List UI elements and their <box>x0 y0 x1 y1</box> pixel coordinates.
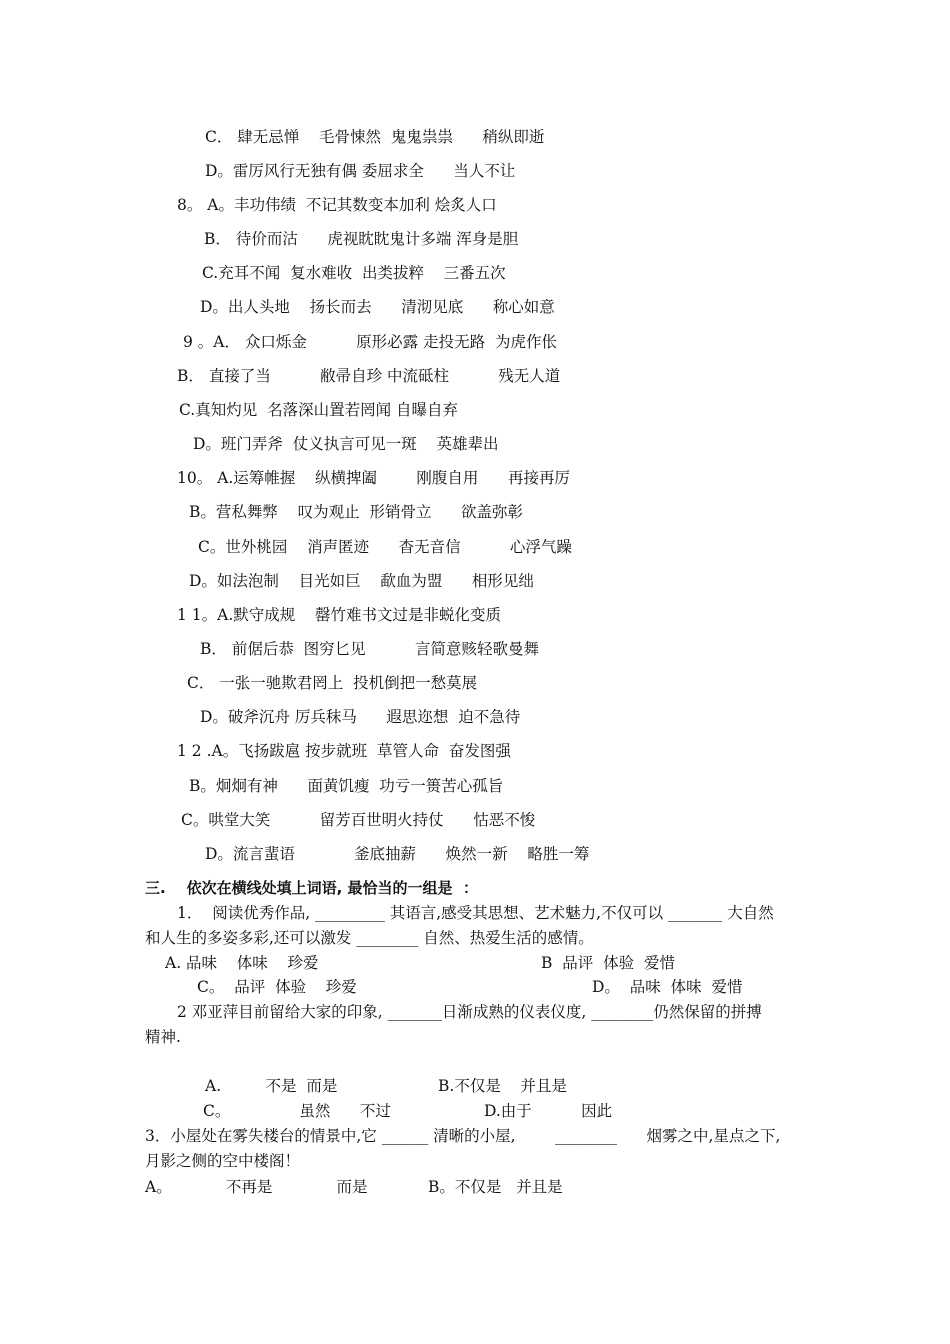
option-line: D。如法泡制 目光如巨 歃血为盟 相形见绌 <box>189 572 534 590</box>
question-2-option-b: B.不仅是 并且是 <box>438 1077 568 1095</box>
question-1-option-b: B 品评 体验 爱惜 <box>541 954 675 972</box>
option-line: C。哄堂大笑 留芳百世明火持仗 怙恶不悛 <box>181 811 536 829</box>
option-line: B． 前倨后恭 图穷匕见 言简意赅轻歌曼舞 <box>200 640 539 658</box>
option-line: D。破斧沉舟 厉兵秣马 遐思迩想 迫不急待 <box>200 708 521 726</box>
question-3-text: 3．小屋处在雾失楼台的情景中,它 ______ 清晰的小屋, ________ 烟雾之中,星点之下, <box>145 1127 781 1145</box>
question-2-option-a: A. 不是 而是 <box>205 1077 338 1095</box>
question-2-option-c: C。 虽然 不过 <box>203 1102 391 1120</box>
question-1-text: 1． 阅读优秀作品, _________ 其语言,感受其思想、艺术魅力,不仅可以 _______ 大自然 <box>177 904 774 922</box>
question-line: 10。 A.运筹帷握 纵横捭阖 刚腹自用 再接再厉 <box>177 469 570 487</box>
option-line: D。班门弄斧 仗义执言可见一斑 英雄辈出 <box>193 435 499 453</box>
question-line: 1 2 .A。飞扬跋扈 按步就班 草管人命 奋发图强 <box>177 742 511 760</box>
question-2-text-cont: 精神. <box>145 1028 181 1046</box>
option-line: B． 待价而沽 虎视眈眈鬼计多端 浑身是胆 <box>204 230 519 248</box>
option-line: B。炯炯有神 面黄饥瘦 功亏一篑苦心孤旨 <box>189 777 504 795</box>
question-2-option-d: D.由于 因此 <box>484 1102 613 1120</box>
option-line: B。营私舞弊 叹为观止 形销骨立 欲盖弥彰 <box>189 503 524 521</box>
question-1-option-a: A. 品味 体味 珍爱 <box>165 954 319 972</box>
question-3-text-cont: 月影之侧的空中楼阁！ <box>145 1152 301 1170</box>
section-heading: 三. 依次在横线处填上词语, 最恰当的一组是 ： <box>145 879 478 897</box>
option-line: C． 一张一驰欺君罔上 投机倒把一愁莫展 <box>187 674 478 692</box>
question-1-option-c: C。 品评 体验 珍爱 <box>197 978 357 996</box>
option-line: C。世外桃园 消声匿迹 杳无音信 心浮气躁 <box>198 538 572 556</box>
question-line: 8。 A。丰功伟绩 不记其数变本加利 烩炙人口 <box>177 196 497 214</box>
option-line: C.真知灼见 名落深山置若罔闻 自曝自弃 <box>179 401 459 419</box>
option-line: D。雷厉风行无独有偶 委屈求全 当人不让 <box>205 162 516 180</box>
question-3-option-b: B。不仅是 并且是 <box>428 1178 563 1196</box>
option-line: C． 肆无忌惮 毛骨悚然 鬼鬼祟祟 稍纵即逝 <box>205 128 545 146</box>
question-3-option-a: A。 不再是 而是 <box>145 1178 368 1196</box>
option-line: D。出人头地 扬长而去 清沏见底 称心如意 <box>200 298 555 316</box>
question-line: 1 1。A.默守成规 罄竹难书文过是非蜕化变质 <box>177 606 501 624</box>
question-1-text-cont: 和人生的多姿多彩,还可以激发 ________ 自然、热爱生活的感情。 <box>145 929 594 947</box>
option-line: D。流言蜚语 釜底抽薪 焕然一新 略胜一筹 <box>205 845 590 863</box>
option-line: B． 直接了当 敝帚自珍 中流砥柱 残无人道 <box>177 367 561 385</box>
question-line: 9 。A． 众口烁金 原形必露 走投无路 为虎作伥 <box>183 333 557 351</box>
option-line: C.充耳不闻 复水难收 出类拔粹 三番五次 <box>202 264 506 282</box>
question-1-option-d: D。 品味 体味 爱惜 <box>592 978 743 996</box>
question-2-text: 2 邓亚萍目前留给大家的印象, _______日渐成熟的仪表仪度, ________仍然保留的拼搏 <box>177 1003 762 1021</box>
